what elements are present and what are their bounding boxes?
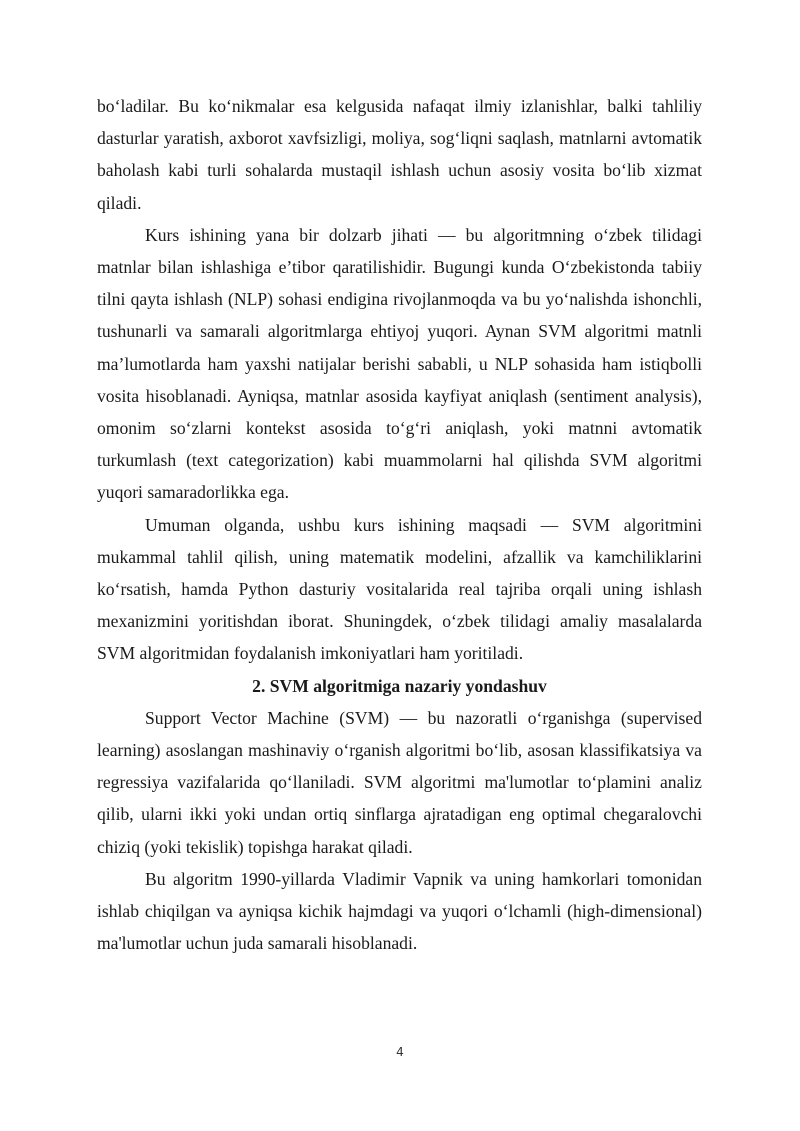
paragraph-svm-history: Bu algoritm 1990-yillarda Vladimir Vapnik va uning hamkorlari tomonidan ishlab chiqilgan va ayniqsa kichik hajmdagi va yuqori o‘lchamli (high-dimensional) ma'lumotlar uchun juda samarali hisoblanadi. <box>97 868 702 954</box>
document-page-body <box>97 90 702 959</box>
paragraph-svm-definition: Support Vector Machine (SVM) — bu nazoratli o‘rganishga (supervised learning) asoslangan mashinaviy o‘rganish algoritmi bo‘lib, asosan klassifikatsiya va regressiya vazifalarida qo‘llaniladi. SVM algoritmi ma'lumotlar to‘plamini analiz qilib, ularni ikki yoki undan ortiq sinflarga ajratadigan eng optimal chegaralovchi chiziq (yoki tekislik) topishga harakat qiladi. <box>97 707 702 857</box>
paragraph-course-goal: Umuman olganda, ushbu kurs ishining maqsadi — SVM algoritmini mukammal tahlil qilish, uning matematik modelini, afzallik va kamchiliklarini ko‘rsatish, hamda Python dasturiy vositalarida real tajriba orqali uning ishlash mexanizmini yoritishdan iborat. Shuningdek, o‘zbek tilidagi amaliy masalalarda SVM algoritmidan foydalanish imkoniyatlari ham yoritiladi. <box>97 514 702 664</box>
page-number: 4 <box>396 1045 404 1059</box>
paragraph-continuation: bo‘ladilar. Bu ko‘nikmalar esa kelgusida nafaqat ilmiy izlanishlar, balki tahliliy dasturlar yaratish, axborot xavfsizligi, moliya, sog‘liqni saqlash, matnlarni avtomatik baholash kabi turli sohalarda mustaqil ishlash uchun asosiy vosita bo‘lib xizmat qiladi. <box>97 96 702 213</box>
section-heading: 2. SVM algoritmiga nazariy yondashuv <box>252 675 547 696</box>
paragraph-relevance-uzbek-nlp: Kurs ishining yana bir dolzarb jihati — bu algoritmning o‘zbek tilidagi matnlar bilan ishlashiga e’tibor qaratilishidir. Bugungi kunda O‘zbekistonda tabiiy tilni qayta ishlash (NLP) sohasi endigina rivojlanmoqda va bu yo‘nalishda ishonchli, tushunarli va samarali algoritmlarga ehtiyoj yuqori. Aynan SVM algoritmi matnli ma’lumotlarda ham yaxshi natijalar berishi sababli, u NLP sohasida ham istiqbolli vosita hisoblanadi. Ayniqsa, matnlar asosida kayfiyat aniqlash (sentiment analysis), omonim so‘zlarni kontekst asosida to‘g‘ri aniqlash, yoki matnni avtomatik turkumlash (text categorization) kabi muammolarni hal qilishda SVM algoritmi yuqori samaradorlikka ega. <box>97 224 702 503</box>
